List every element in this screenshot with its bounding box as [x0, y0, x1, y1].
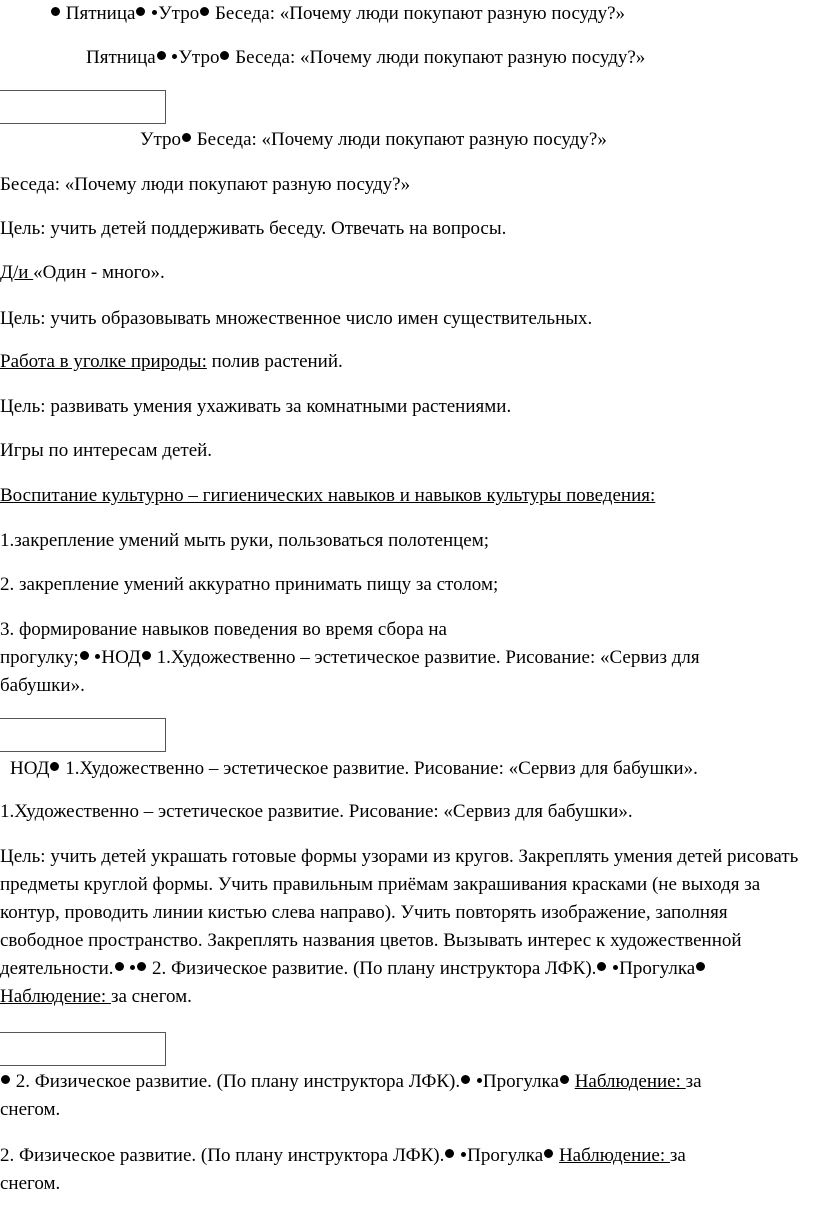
time-label: Утро [178, 47, 220, 68]
art-text: 1.Художественно – эстетическое развитие. Рисование: «Сервиз для бабушки». [60, 758, 698, 779]
conversation-title: Беседа: «Почему люди покупают разную посуду?» [196, 129, 607, 150]
bullet-icon [445, 1149, 454, 1158]
bullet-icon [1, 1075, 10, 1084]
list-item-continuation [0, 648, 700, 667]
walk-label: Прогулка [619, 958, 696, 979]
walk-label: Прогулка [467, 1145, 544, 1166]
game-line [0, 263, 165, 282]
nod-label: НОД [101, 647, 141, 668]
time-label: Утро [140, 129, 181, 150]
bullet-icon [200, 7, 209, 16]
time-label: Утро [158, 3, 200, 24]
bullet-icon [136, 7, 145, 16]
art-line: 1.Художественно – эстетическое развитие. Рисование: «Сервиз для бабушки». [0, 801, 633, 822]
bullet-icon [696, 962, 705, 971]
conversation-title: Беседа: «Почему люди покупают разную посуду?» [235, 47, 646, 68]
list-item: 2. закрепление умений аккуратно принимать пищу за столом; [0, 574, 499, 595]
observation-label: Наблюдение: [574, 1071, 686, 1092]
small-bullet-icon [172, 54, 177, 59]
small-bullet-icon [477, 1078, 482, 1083]
heading-line-2 [86, 48, 645, 67]
game-label: Д/и [0, 262, 34, 283]
goal-line: Цель: учить образовывать множественное число имен существительных. [0, 308, 593, 329]
day-label: Пятница [65, 3, 136, 24]
conversation-title: Беседа: «Почему люди покупают разную посуду?» [214, 3, 626, 24]
observation-text: за снегом. [110, 986, 192, 1007]
games-line: Игры по интересам детей. [0, 440, 213, 461]
bullet-icon [560, 1075, 569, 1084]
empty-frame [0, 90, 166, 124]
walk-label: Прогулка [482, 1071, 559, 1092]
goal-line: Цель: развивать умения ухаживать за комнатными растениями. [0, 396, 512, 417]
phys-line [0, 1072, 702, 1091]
phys-line [0, 1146, 686, 1165]
small-bullet-icon [461, 1152, 466, 1157]
phys-text: 2. Физическое развитие. (По плану инструктора ЛФК). [0, 1145, 445, 1166]
nod-line [10, 759, 698, 778]
empty-frame [0, 1032, 166, 1066]
goal-text: Цель: учить детей украшать готовые формы узорами из кругов. Закреплять умения детей рисовать предметы круглой формы. Учить правильным приёмам закрашивания красками (не выходя за контур, проводить линии кистью слева направо). Учить повторять изображение, заполняя свободное пространство. Закреплять названия цветов. Вызывать интерес к художественной деятельности. [0, 846, 799, 979]
phys-line-continuation: снегом. [0, 1099, 61, 1120]
bullet-icon [597, 962, 606, 971]
bullet-icon [157, 51, 166, 60]
list-item: 3. формирование навыков поведения во время сбора на [0, 619, 447, 640]
phys-text: 2. Физическое развитие. (По плану инструктора ЛФК). [11, 1071, 461, 1092]
bullet-icon [220, 51, 229, 60]
bullet-icon [461, 1075, 470, 1084]
hygiene-heading: Воспитание культурно – гигиенических навыков и навыков культуры поведения: [0, 485, 656, 506]
nod-label: НОД [10, 758, 50, 779]
small-bullet-icon [152, 10, 157, 15]
phys-text: 2. Физическое развитие. (По плану инструктора ЛФК). [147, 958, 597, 979]
nature-label: Работа в уголке природы: [0, 351, 207, 372]
day-label: Пятница [86, 47, 156, 68]
observation-label: Наблюдение: [0, 986, 111, 1007]
conversation-line: Беседа: «Почему люди покупают разную посуду?» [0, 174, 411, 195]
nature-text: полив растений. [206, 351, 343, 372]
list-item-continuation: бабушки». [0, 675, 85, 696]
empty-frame [0, 718, 166, 752]
art-text: 1.Художественно – эстетическое развитие. Рисование: «Сервиз для [151, 647, 700, 668]
small-bullet-icon [130, 965, 135, 970]
game-name: «Один - много». [33, 262, 165, 283]
heading-line-1 [50, 4, 625, 23]
bullet-icon [182, 133, 191, 142]
goal-paragraph [0, 843, 800, 1011]
bullet-icon [544, 1149, 553, 1158]
observation-text: за [669, 1145, 686, 1166]
bullet-icon [50, 762, 59, 771]
observation-label: Наблюдение: [558, 1145, 670, 1166]
small-bullet-icon [95, 654, 100, 659]
list-item: 1.закрепление умений мыть руки, пользоваться полотенцем; [0, 530, 490, 551]
bullet-icon [51, 7, 60, 16]
walk-label: прогулку; [0, 647, 79, 668]
goal-line: Цель: учить детей поддерживать беседу. Отвечать на вопросы. [0, 218, 507, 239]
nature-line [0, 352, 343, 371]
bullet-icon [80, 651, 89, 660]
bullet-icon [137, 962, 146, 971]
small-bullet-icon [613, 965, 618, 970]
observation-text: за [685, 1071, 702, 1092]
bullet-icon [115, 962, 124, 971]
heading-line-3 [140, 130, 607, 149]
bullet-icon [142, 651, 151, 660]
phys-line-continuation: снегом. [0, 1173, 61, 1194]
